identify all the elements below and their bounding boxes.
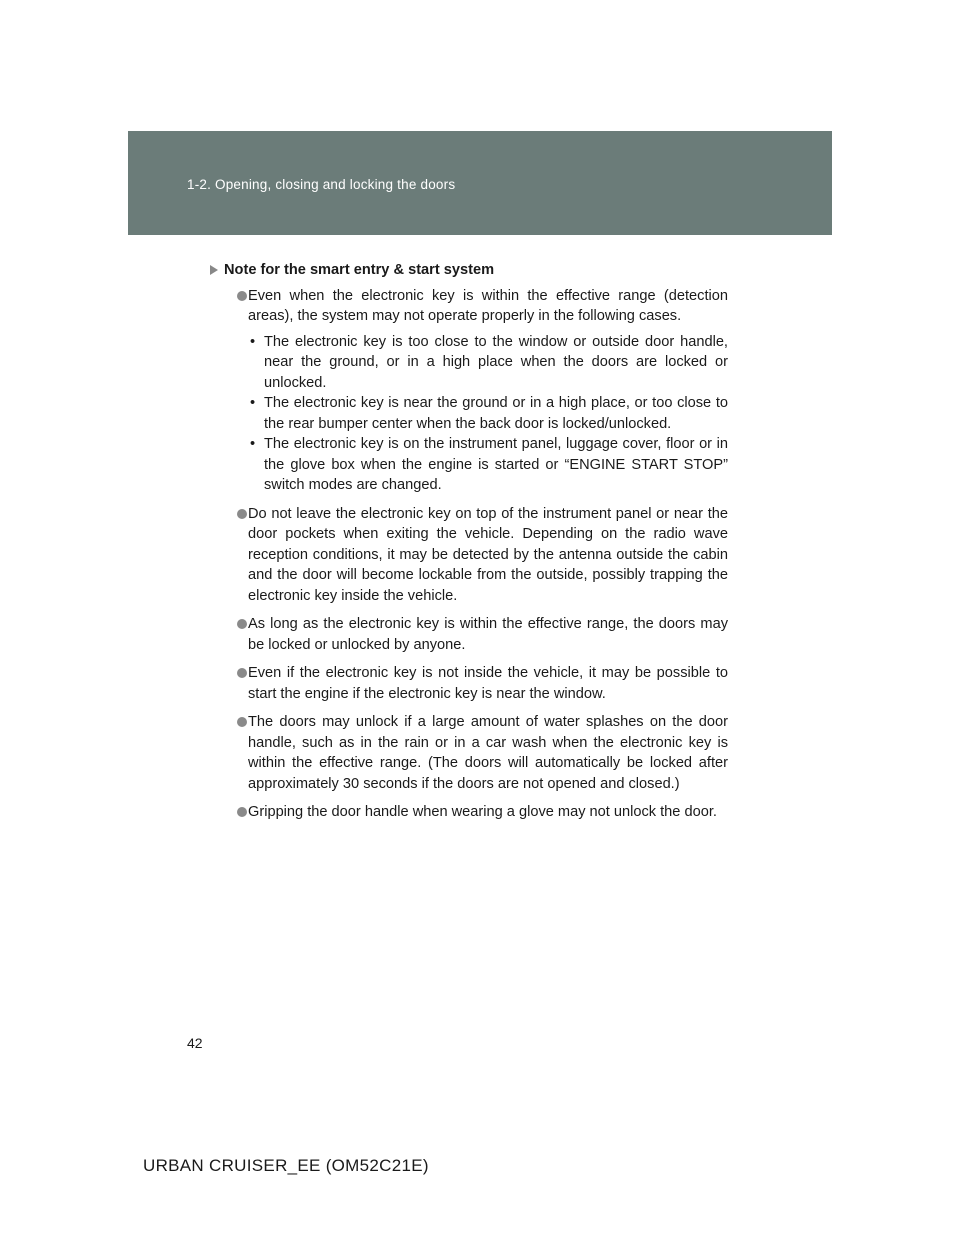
sub-marker: •: [250, 395, 256, 411]
bullet-text: Do not leave the electronic key on top of the instrument panel or near the door pockets when exiting the vehicle. Depending on the radio wave reception conditions, it may be detected by the antenna outside the cabin and the door will become lockable from the outside, possibly trapping the electronic key inside the vehicle.: [248, 505, 728, 604]
circle-bullet-icon: [237, 668, 247, 678]
bullet-text: As long as the electronic key is within the effective range, the doors may be locked or unlocked by anyone.: [248, 616, 728, 653]
sub-item-text: The electronic key is on the instrument panel, luggage cover, floor or in the glove box when the engine is started or “ENGINE START STOP” switch modes are changed.: [264, 436, 728, 493]
bullet-text: The doors may unlock if a large amount of water splashes on the door handle, such as in the rain or in a car wash when the electronic key is within the effective range. (The doors will automatically be locked after approximately 30 seconds if the doors are not opened and closed.): [248, 714, 728, 792]
square-bullet-icon: [210, 265, 218, 275]
bullet-item: [210, 614, 728, 655]
bullet-item: [210, 504, 728, 607]
bullet-item: [210, 712, 728, 794]
bullet-text: Gripping the door handle when wearing a glove may not unlock the door.: [248, 804, 717, 820]
section-heading: [210, 260, 728, 281]
circle-bullet-icon: [237, 291, 247, 301]
sub-item: [248, 393, 728, 434]
footer-model-code: URBAN CRUISER_EE (OM52C21E): [143, 1156, 429, 1175]
content: [210, 260, 728, 831]
sub-marker: •: [250, 436, 256, 452]
circle-bullet-icon: [237, 717, 247, 727]
sub-item-text: The electronic key is too close to the window or outside door handle, near the ground, or in a high place when the doors are locked or unlocked.: [264, 333, 728, 391]
section-title: 1-2. Opening, closing and locking the doors: [187, 177, 456, 192]
page-number: 42: [187, 1035, 203, 1051]
bullet-text: Even when the electronic key is within the effective range (detection areas), the system may not operate properly in the following cases.: [248, 287, 728, 324]
circle-bullet-icon: [237, 619, 247, 629]
circle-bullet-icon: [237, 509, 247, 519]
sub-item: [248, 434, 728, 496]
bullet-text: Even if the electronic key is not inside the vehicle, it may be possible to start the engine if the electronic key is near the window.: [248, 665, 728, 702]
bullet-item: [210, 286, 728, 496]
sub-item: [248, 332, 728, 394]
sub-item-text: The electronic key is near the ground or in a high place, or too close to the rear bumper center when the back door is locked/unlocked.: [264, 395, 728, 432]
circle-bullet-icon: [237, 807, 247, 817]
section-heading-text: Note for the smart entry & start system: [224, 262, 495, 278]
sub-marker: •: [250, 333, 256, 350]
sub-list: [248, 332, 728, 496]
bullet-item: [210, 802, 728, 823]
bullet-item: [210, 663, 728, 704]
